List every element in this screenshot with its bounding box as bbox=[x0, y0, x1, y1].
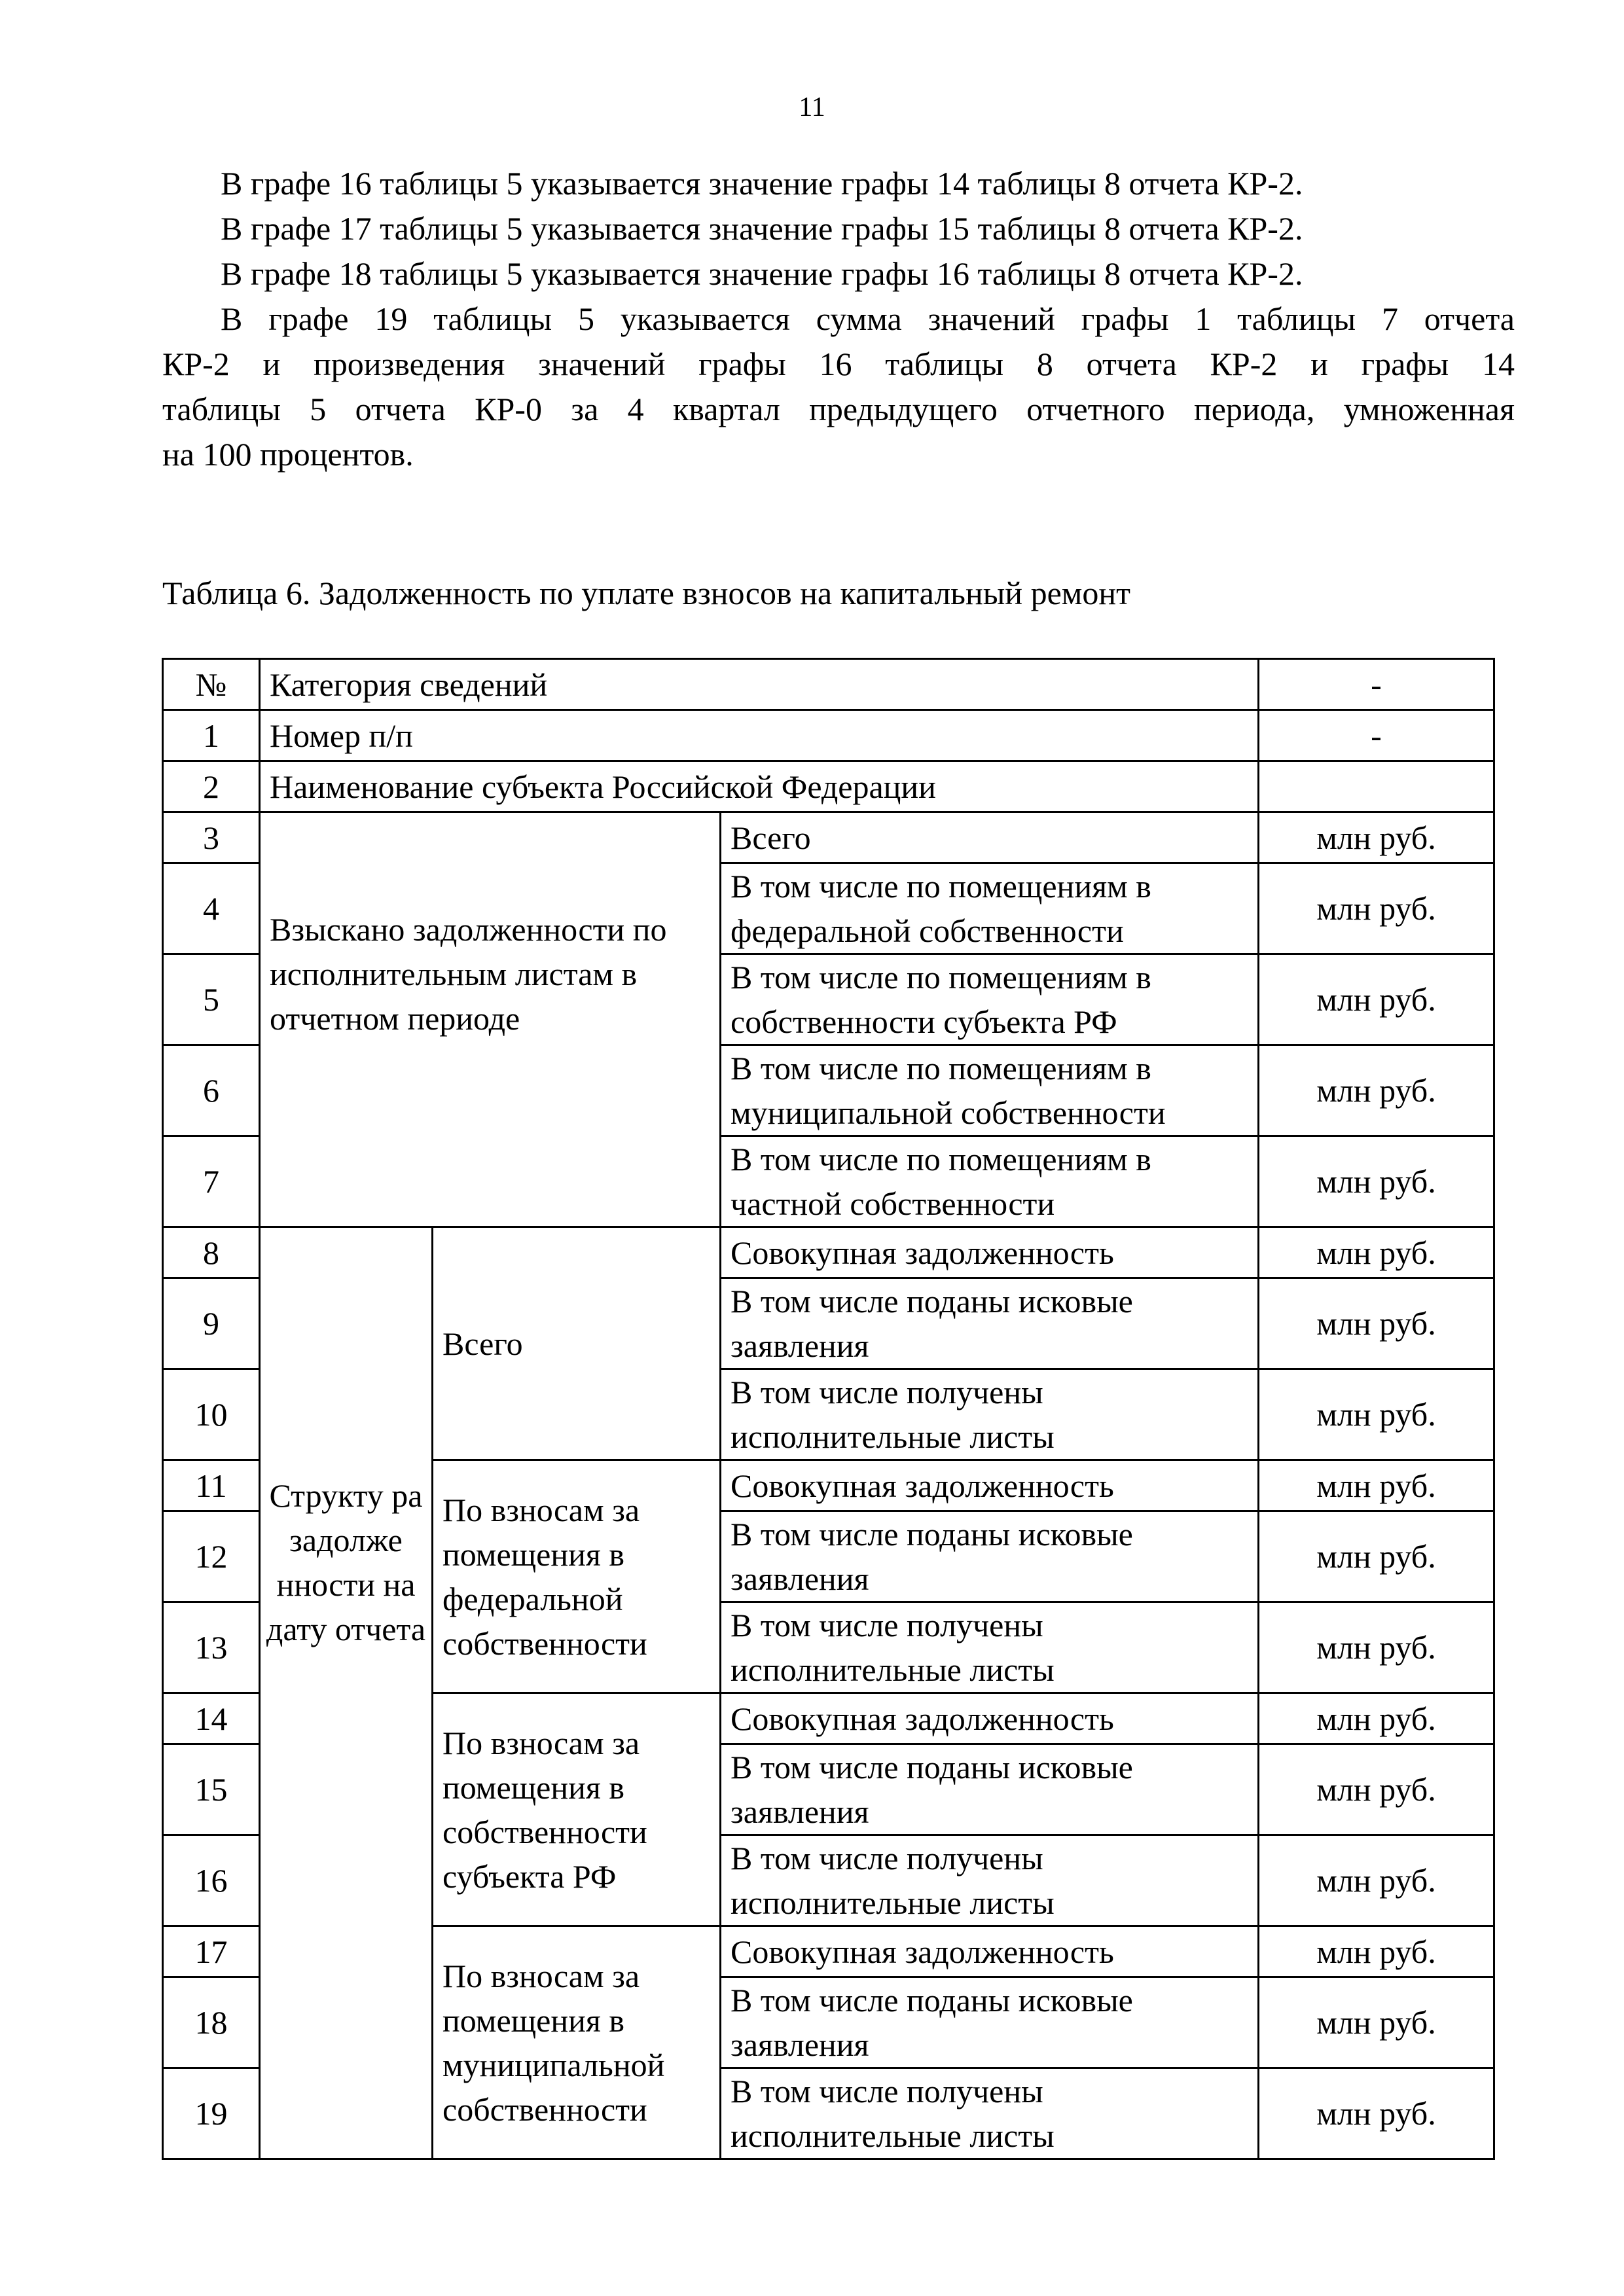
row-unit-cell: млн руб. bbox=[1259, 1693, 1494, 1744]
row-unit-cell: млн руб. bbox=[1259, 1602, 1494, 1693]
row-label-cell: Наименование субъекта Российской Федерации bbox=[260, 761, 1259, 812]
paragraph-4-line-1: В графе 19 таблицы 5 указывается сумма значений графы 1 таблицы 7 отчета bbox=[221, 300, 1515, 337]
row-unit-cell bbox=[1259, 761, 1494, 812]
row-item-cell: В том числе получены исполнительные листы bbox=[721, 1369, 1259, 1460]
row-item-cell: Совокупная задолженность bbox=[721, 1693, 1259, 1744]
page-number: 11 bbox=[799, 92, 825, 122]
paragraph-2 bbox=[162, 206, 1515, 251]
subgroup-municipal-cell: По взносам за помещения в муниципальной собственности bbox=[433, 1926, 721, 2159]
subgroup-subject-cell: По взносам за помещения в собственности субъекта РФ bbox=[433, 1693, 721, 1926]
row-item-cell: В том числе по помещениям в федеральной собственности bbox=[721, 863, 1259, 954]
row-num-cell: 4 bbox=[163, 863, 260, 954]
row-item-cell: В том числе получены исполнительные листы bbox=[721, 2068, 1259, 2159]
header-category-cell: Категория сведений bbox=[260, 659, 1259, 710]
table-row bbox=[163, 1227, 1494, 1278]
row-num-cell: 6 bbox=[163, 1045, 260, 1136]
row-item-cell: Совокупная задолженность bbox=[721, 1460, 1259, 1511]
row-num-cell: 15 bbox=[163, 1744, 260, 1835]
row-num-cell: 13 bbox=[163, 1602, 260, 1693]
subgroup-federal-cell: По взносам за помещения в федеральной собственности bbox=[433, 1460, 721, 1693]
row-item-cell: Совокупная задолженность bbox=[721, 1227, 1259, 1278]
row-unit-cell: млн руб. bbox=[1259, 1045, 1494, 1136]
row-item-cell: В том числе получены исполнительные листы bbox=[721, 1602, 1259, 1693]
table-6-caption: Таблица 6. Задолженность по уплате взносов на капитальный ремонт bbox=[162, 575, 1131, 611]
row-unit-cell: млн руб. bbox=[1259, 863, 1494, 954]
row-num-cell: 5 bbox=[163, 954, 260, 1045]
row-num-cell: 19 bbox=[163, 2068, 260, 2159]
row-unit-cell: млн руб. bbox=[1259, 1227, 1494, 1278]
row-unit-cell: млн руб. bbox=[1259, 1977, 1494, 2068]
header-unit-cell: - bbox=[1259, 659, 1494, 710]
row-num-cell: 8 bbox=[163, 1227, 260, 1278]
row-num-cell: 1 bbox=[163, 710, 260, 761]
row-num-cell: 11 bbox=[163, 1460, 260, 1511]
paragraph-4 bbox=[162, 296, 1515, 477]
row-num-cell: 17 bbox=[163, 1926, 260, 1977]
row-unit-cell: млн руб. bbox=[1259, 2068, 1494, 2159]
table-6 bbox=[162, 658, 1495, 2160]
row-num-cell: 10 bbox=[163, 1369, 260, 1460]
paragraph-3-text: В графе 18 таблицы 5 указывается значение графы 16 таблицы 8 отчета КР-2. bbox=[221, 255, 1303, 292]
row-label-cell: Номер п/п bbox=[260, 710, 1259, 761]
collected-group-cell: Взыскано задолженности по исполнительным листам в отчетном периоде bbox=[260, 812, 721, 1227]
row-unit-cell: млн руб. bbox=[1259, 1460, 1494, 1511]
row-unit-cell: млн руб. bbox=[1259, 1511, 1494, 1602]
paragraph-3 bbox=[162, 251, 1515, 296]
row-num-cell: 16 bbox=[163, 1835, 260, 1926]
row-item-cell: В том числе поданы исковые заявления bbox=[721, 1744, 1259, 1835]
row-unit-cell: млн руб. bbox=[1259, 1835, 1494, 1926]
paragraph-1-text: В графе 16 таблицы 5 указывается значение графы 14 таблицы 8 отчета КР-2. bbox=[221, 165, 1303, 202]
row-num-cell: 12 bbox=[163, 1511, 260, 1602]
table-row bbox=[163, 761, 1494, 812]
row-unit-cell: млн руб. bbox=[1259, 1136, 1494, 1227]
paragraph-4-line-2: КР-2 и произведения значений графы 16 таблицы 8 отчета КР-2 и графы 14 bbox=[162, 346, 1515, 382]
row-unit-cell: млн руб. bbox=[1259, 1744, 1494, 1835]
row-item-cell: В том числе получены исполнительные листы bbox=[721, 1835, 1259, 1926]
row-num-cell: 2 bbox=[163, 761, 260, 812]
paragraph-2-text: В графе 17 таблицы 5 указывается значение графы 15 таблицы 8 отчета КР-2. bbox=[221, 210, 1303, 247]
table-row bbox=[163, 710, 1494, 761]
header-num-cell: № bbox=[163, 659, 260, 710]
row-num-cell: 9 bbox=[163, 1278, 260, 1369]
row-num-cell: 7 bbox=[163, 1136, 260, 1227]
row-unit-cell: млн руб. bbox=[1259, 954, 1494, 1045]
paragraph-4-line-4: на 100 процентов. bbox=[162, 436, 414, 473]
row-num-cell: 3 bbox=[163, 812, 260, 863]
row-unit-cell: млн руб. bbox=[1259, 1369, 1494, 1460]
row-unit-cell: млн руб. bbox=[1259, 1926, 1494, 1977]
paragraph-1 bbox=[162, 161, 1515, 206]
row-item-cell: В том числе поданы исковые заявления bbox=[721, 1977, 1259, 2068]
structure-group-cell: Структу ра задолже нности на дату отчета bbox=[260, 1227, 433, 2159]
row-unit-cell: млн руб. bbox=[1259, 1278, 1494, 1369]
row-item-cell: В том числе поданы исковые заявления bbox=[721, 1511, 1259, 1602]
row-item-cell: В том числе по помещениям в частной собственности bbox=[721, 1136, 1259, 1227]
row-unit-cell: - bbox=[1259, 710, 1494, 761]
row-num-cell: 18 bbox=[163, 1977, 260, 2068]
row-unit-cell: млн руб. bbox=[1259, 812, 1494, 863]
subgroup-total-cell: Всего bbox=[433, 1227, 721, 1460]
row-item-cell: В том числе поданы исковые заявления bbox=[721, 1278, 1259, 1369]
row-item-cell: В том числе по помещениям в собственности субъекта РФ bbox=[721, 954, 1259, 1045]
row-item-cell: Всего bbox=[721, 812, 1259, 863]
table-row bbox=[163, 812, 1494, 863]
row-item-cell: В том числе по помещениям в муниципальной собственности bbox=[721, 1045, 1259, 1136]
row-num-cell: 14 bbox=[163, 1693, 260, 1744]
row-item-cell: Совокупная задолженность bbox=[721, 1926, 1259, 1977]
paragraph-4-line-3: таблицы 5 отчета КР-0 за 4 квартал предыдущего отчетного периода, умноженная bbox=[162, 391, 1515, 427]
table-header-row bbox=[163, 659, 1494, 710]
